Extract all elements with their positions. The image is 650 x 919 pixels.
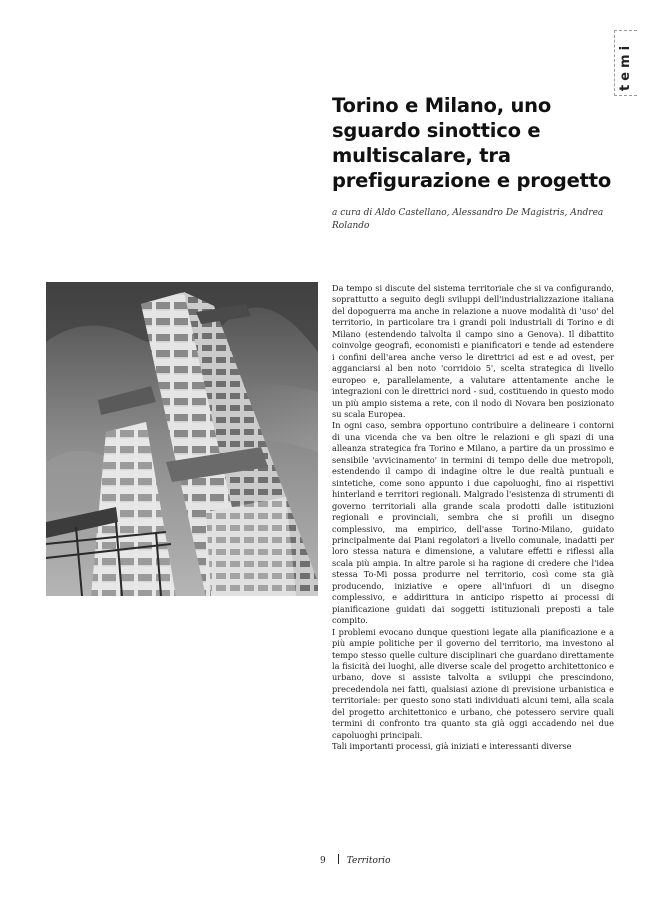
article-byline: a cura di Aldo Castellano, Alessandro De Magistris, Andrea Rolando [332,208,604,231]
article-body [332,283,614,753]
journal-name: Territorio [346,856,391,866]
paragraph-4: Tali importanti processi, già iniziati e interessanti diverse [332,741,572,752]
page-number: 9 [320,856,326,866]
footer-divider [338,854,339,864]
building-photo [46,282,318,596]
paragraph-2: In ogni caso, sembra opportuno contribuire a delineare i contorni di una vicenda che va ben oltre le relazioni e gli spazi di una alleanza strategica fra Torino e Milano, a partire da un prossimo e sensibile 'avvicinamento' in termini di tempo delle due metropoli, estendendo il campo di indagine oltre le due realtà puntuali e sintetiche, come sono appunto i due capoluoghi, fino ai rispettivi hinterland e territori regionali. Malgrado l'esistenza di strumenti di governo territoriali alla grande scala prodotti dalle istituzioni regionali e provinciali, sembra che si profili un disegno complessivo, ma empirico, dell'asse Torino-Milano, guidato principalmente dai Piani regolatori a livello comunale, inadatti per loro stessa natura e dimensione, a valutare effetti e riflessi alla scala più ampia. In altre parole si ha ragione di credere che l'idea stessa To-Mi possa produrre nel territorio, così come sta già producendo, iniziative e opere all'infuori di un disegno complessivo, e addirittura in anticipo rispetto ai processi di pianificazione guidati dai soggetti istituzionali preposti a tale compito. [332,420,614,626]
section-tag-label: temi [618,41,633,91]
paragraph-3: I problemi evocano dunque questioni legate alla pianificazione e a più ampie politiche per il governo del territorio, ma investono al tempo stesso quelle culture disciplinari che guardano direttamente la fisicità dei luoghi, alle diverse scale del progetto architettonico e urbano, dove si assiste talvolta a sviluppi che prescindono, precedendola nei fatti, qualsiasi azione di previsione urbanistica e territoriale: per questo sono stati individuati alcuni temi, alla scala del progetto architettonico e urbano, che potessero servire quali termini di confronto tra quanto sta già oggi accadendo nei due capoluoghi principali. [332,626,614,740]
page-footer [320,854,390,866]
paragraph-1: Da tempo si discute del sistema territoriale che si va configurando, soprattutto a seguito degli sviluppi dell'industrializzazione italiana del dopoguerra ma anche in relazione a nuove modalità di 'uso' del territorio, in particolare tra i grandi poli industriali di Torino e di Milano (estendendo talvolta il campo sino a Genova). Il dibattito coinvolge geografi, economisti e pianificatori e tende ad estendere i confini dell'area anche verso le direttrici ad est e ad ovest, per agganciarsi al ben noto 'corridoio 5', scelta strategica di livello europeo e, parallelamente, a valutare attentamente anche le integrazioni con le direttrici nord - sud, costituendo in questo modo un più ampio sistema a rete, con il nodo di Novara ben posizionato su scala Europea. [332,283,614,419]
article-title: Torino e Milano, uno sguardo sinottico e multiscalare, tra prefigurazione e progetto [332,94,612,192]
section-tag [614,30,637,96]
